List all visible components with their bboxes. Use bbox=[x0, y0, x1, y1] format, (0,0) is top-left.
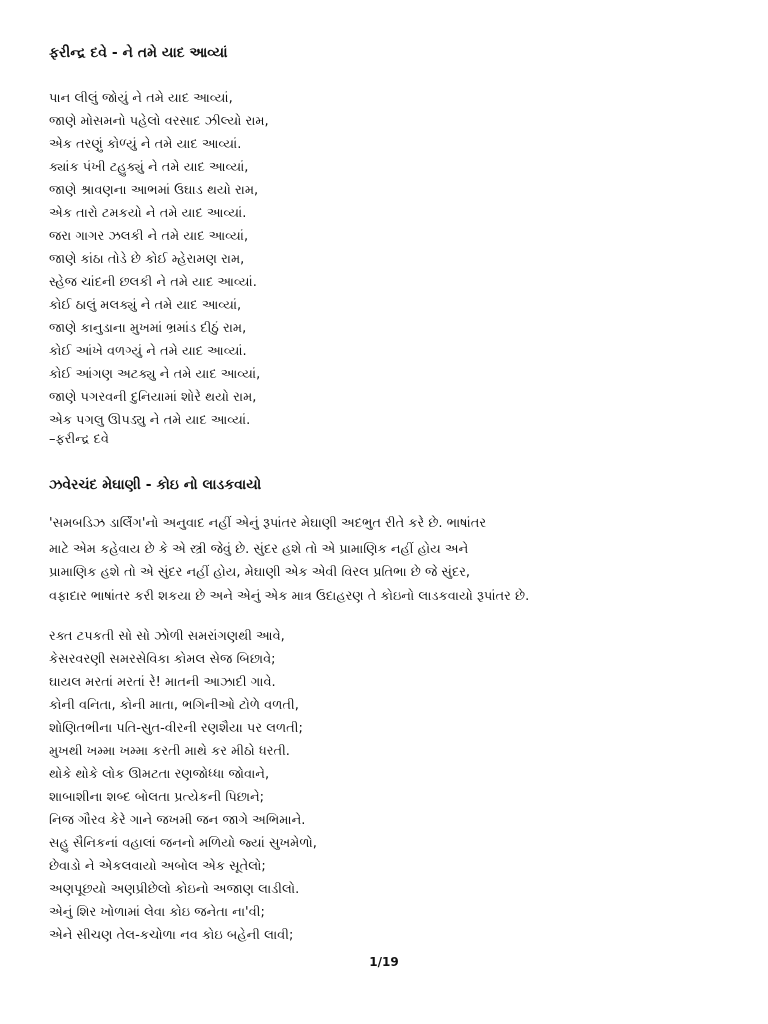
poem-2-line: અણપૂછયો અણપ્રીછેલો કોઇનો અજાણ લાડીલો. bbox=[49, 882, 300, 897]
poem-2-line: નિજ ગૌરવ કેરે ગાને જખમી જન જાગે અભિમાને. bbox=[49, 813, 306, 828]
poem-1-line: જાણે કાનુડાના મુખમાં ભ્રમાંડ દીઠું રામ, bbox=[49, 321, 247, 336]
section-title-poem-1: ફરીન્દ્ર દવે - ને તમે યાદ આવ્યાં bbox=[49, 45, 228, 61]
intro-line: પ્રામાણિક હશે તો એ સુંદર નહીં હોય, મેઘાણી એક એવી વિરલ પ્રતિભા છે જે સુંદર, bbox=[49, 565, 471, 580]
poem-1-line: એક તારો ટમકયો ને તમે યાદ આવ્યાં. bbox=[49, 206, 247, 221]
poem-2-line: થોકે થોકે લોક ઊમટતા રણજોધ્ધા જોવાને, bbox=[49, 767, 270, 782]
poem-2-line: છેવાડો ને એકલવાયો અબોલ એક સૂતેલો; bbox=[49, 859, 266, 874]
poem-1-line: જાણે કાંઠા તોડે છે કોઈ મ્હેરામણ રામ, bbox=[49, 252, 245, 267]
poem-1-line: ક્યાંક પંખી ટહુક્યું ને તમે યાદ આવ્યાં, bbox=[49, 160, 249, 175]
poem-2-line: એનું શિર ખોળામાં લેવા કોઇ જનેતા ના'વી; bbox=[49, 905, 265, 920]
poem-1-line: પાન લીલું જોયું ને તમે યાદ આવ્યાં, bbox=[49, 91, 233, 106]
poem-1-line: સ્હેજ ચાંદની છલકી ને તમે યાદ આવ્યાં. bbox=[49, 275, 257, 290]
poem-2-line: કોની વનિતા, કોની માતા, ભગિનીઓ ટોળે વળતી, bbox=[49, 698, 299, 713]
intro-line: 'સમબડિઝ ડાર્લિંગ'નો અનુવાદ નહીં એનું રૂપાંતર મેઘાણી અદભુત રીતે કરે છે. ભાષાંતર bbox=[49, 516, 487, 531]
poem-2-line: શાબાશીના શબ્દ બોલતા પ્રત્યેકની પિછાને; bbox=[49, 790, 265, 805]
poem-2-line: એને સીચણ તેલ-કચોળા નવ કોઇ બહેની લાવી; bbox=[49, 928, 294, 943]
poem-2-line: શોણિતભીના પતિ-સુત-વીરની રણશૈયા પર લળતી; bbox=[49, 721, 303, 736]
poem-2-line: મુખથી ખમ્મા ખમ્મા કરતી માથે કર મીઠો ધરતી. bbox=[49, 744, 290, 759]
poem-1-author: –ફરીન્દ્ર દવે bbox=[49, 432, 109, 447]
section-title-poem-2: ઝવેરચંદ મેઘાણી - કોઇ નો લાડકવાયો bbox=[49, 477, 262, 493]
poem-2-line: સહુ સૈનિકનાં વહાલાં જનનો મળિયો જ્યાં સુખમેળો, bbox=[49, 836, 317, 851]
poem-1-line: જાણે શ્રાવણના આભમાં ઉઘાડ થયો રામ, bbox=[49, 183, 259, 198]
poem-2-line: રક્ત ટપકતી સો સો ઝોળી સમરાંગણથી આવે, bbox=[49, 629, 285, 644]
poem-1-line: કોઈ ઠાલું મલક્યું ને તમે યાદ આવ્યાં, bbox=[49, 298, 242, 313]
poem-1-line: કોઈ આંખે વળગ્યું ને તમે યાદ આવ્યાં. bbox=[49, 344, 247, 359]
poem-1-line: જાણે પગરવની દુનિયામાં શોરે થયો રામ, bbox=[49, 390, 257, 405]
intro-line: માટે એમ કહેવાય છે કે એ સ્ત્રી જેવું છે. સુંદર હશે તો એ પ્રામાણિક નહીં હોય અને bbox=[49, 542, 469, 557]
poem-1-line: જાણે મોસમનો પહેલો વરસાદ ઝીલ્યો રામ, bbox=[49, 114, 269, 129]
poem-1-line: જરા ગાગર ઝલકી ને તમે યાદ આવ્યાં, bbox=[49, 229, 249, 244]
poem-1-line: એક પગલુ ઊપડ્યુ ને તમે યાદ આવ્યાં. bbox=[49, 413, 251, 428]
poem-2-line: કેસરવરણી સમરસેવિકા કોમલ સેજ બિછાવે; bbox=[49, 652, 276, 667]
poem-1-line: કોઈ આંગણ અટક્યુ ને તમે યાદ આવ્યાં, bbox=[49, 367, 261, 382]
intro-line: વફાદાર ભાષાંતર કરી શકયા છે અને એનું એક માત્ર ઉદાહરણ તે કોઇનો લાડકવાયો રૂપાંતર છે. bbox=[49, 589, 530, 604]
page-number: 1/19 bbox=[369, 955, 399, 969]
poem-2-line: ઘાયલ મરતાં મરતાં રે! માતની આઝાદી ગાવે. bbox=[49, 675, 276, 690]
poem-1-line: એક તરણું કોળ્યું ને તમે યાદ આવ્યાં. bbox=[49, 137, 242, 152]
